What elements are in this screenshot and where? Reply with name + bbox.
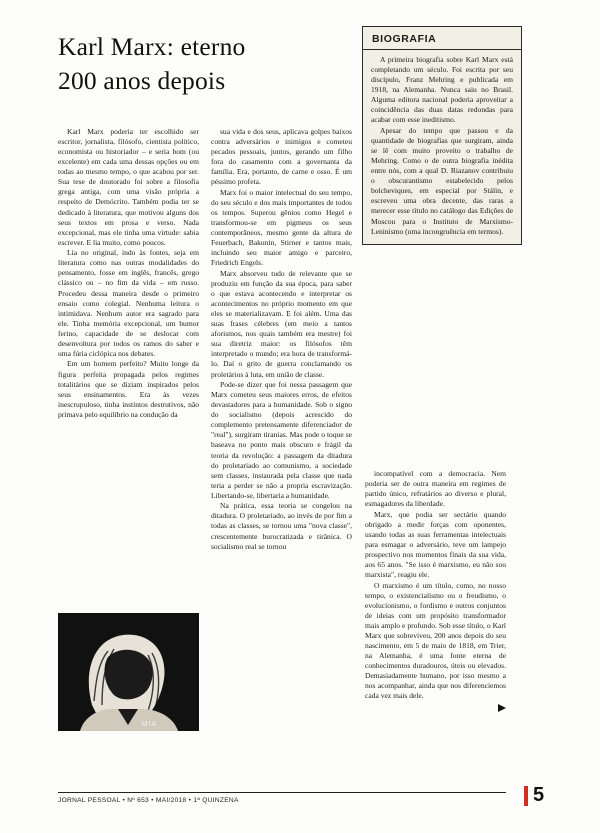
article-paragraph: O marxismo é um título, como, no nosso tempo, o existencialismo ou o freudismo, o evolucionismo, o fordismo e outros conjuntos de ideias com um propósito transformador mais amplo e profundo. Sob esse título, o Karl Marx que sobreviveu, 200 anos depois do seu nascimento, em 5 de maio de 1818, em Trier, na Alemanha, é uma fonte eterna de conhecimentos duradouros, úteis ou elevados. Demasiadamente humano, por isso mesmo a nos acompanhar, ainda que nos diferenciemos cada vez mais dele. bbox=[365, 580, 506, 701]
portrait-svg bbox=[58, 613, 199, 731]
article-paragraph: Marx, que podia ser sectário quando obrigado a medir forças com oponentes, usando todas as suas ferramentas intelectuais para esmagar o adversário, teve um lampejo prospectivo nos momentos finais da sua vida, aos 65 anos. "Se isso é marxismo, eu não sou marxista", reagiu ele. bbox=[365, 509, 506, 580]
article-paragraph: Na prática, essa teoria se congelou na ditadura. O proletariado, ao invés de por fim a todas as classes, se tornou uma "nova classe", crescentemente burocratizada e tirânica. O socialismo real se tornou bbox=[211, 501, 352, 551]
article-paragraph: Marx absorveu tudo de relevante que se produziu em função da sua época, para saber o que estava acontecendo e interpretar os acontecimentos no próprio momento em que eles se materializavam. E foi além. Uma das suas frases célebres (em meio a tantos aforismos, nos quais também era mestre) foi sua diretriz maior: os filósofos têm interpretado o mundo; era hora de transformá-lo. Daí o grito de guerra conclamando os proletários à luta, em união de classe. bbox=[211, 268, 352, 379]
page-title bbox=[58, 30, 398, 97]
headline-line-2: 200 anos depois bbox=[58, 65, 226, 95]
biografia-body bbox=[363, 50, 521, 244]
triangle-end-icon bbox=[498, 704, 506, 712]
footer-divider bbox=[58, 792, 506, 793]
article-column-3 bbox=[365, 469, 506, 713]
article-paragraph: Karl Marx poderia ter escolhido ser escritor, jornalista, filósofo, cientista político, economista ou historiador – e seria bom (ou excelente) em cada uma dessas opções ou em todas ao mesmo tempo, o que acabou por ser. Sua tese de doutorado foi sobre a filosofia grega antiga, com uma visão própria a respeito de Demócrito. Também podia ter se dedicado à literatura, que motivou alguns dos seus textos em prosa e verso. Nada excepcional, mas ele tinha uma virtude: sabia escrever. E lia muito, como poucos. bbox=[58, 127, 199, 247]
footer-credit: JORNAL PESSOAL • Nº 653 • MAI/2018 • 1ª QUINZENA bbox=[58, 797, 239, 804]
biografia-box bbox=[362, 26, 522, 245]
headline-line-1: Karl Marx: eterno bbox=[58, 32, 246, 61]
artist-signature: MIA bbox=[141, 721, 157, 728]
article-paragraph: Pode-se dizer que foi nessa passagem que Marx cometeu seus maiores erros, de efeitos devastadores para a humanidade. Sob o signo do socialismo (depois acrescido do complemento pretensamente diferenciador de "real"), surgiram tiranias. Mas pode o toque se baseava no ponto mais obscuro e frágil da teoria da revolução: a passagem da ditadura do proletariado ao comunismo, a sociedade sem classes, instaurada pela classe que nada teria a perder se não a propria escravização. Libertando-se, libertaria a humanidade. bbox=[211, 380, 352, 500]
biografia-paragraph: A primeira biografia sobre Karl Marx está completando um século. Foi escrita por seu discípulo, Franz Mehring e publicada em 1918, na Alemanha. Nunca saiu no Brasil. Alguma editora nacional poderia aproveitar a coincidência das duas datas redondas para acabar com esse ineditismo. bbox=[371, 55, 513, 125]
article-paragraph: sua vida e dos seus, aplicava golpes baixos contra adversários e inimigos e cometeu pecados pessoais, juntos, gerando um filho fora do casamento com a governanta da família. Era, portanto, de carne e osso. É um péssimo profeta. bbox=[211, 127, 352, 187]
biografia-title: BIOGRAFIA bbox=[372, 33, 437, 45]
article-paragraph: Em um homem perfeito? Muito longe da figura perfeita propagada pelos regimes totalitários que se diziam inspirados pelos seus ensinamentos. Era às vezes inescrupuloso, tinha instintos destrutivos, não primava pelo equilíbrio na condução da bbox=[58, 359, 199, 419]
article-paragraph: incompatível com a democracia. Nem poderia ser de outra maneira em regimes de partido único, refratários ao diverso e plural, esmagadores da liberdade. bbox=[365, 469, 506, 509]
article-paragraph: Lia no original, indo às fontes, seja em literatura como nas outras modalidades do pensamento, fosse em inglês, francês, grego clássico ou – no fim da vida – em russo. Procedeu dessa maneira desde o primeiro ensaio como colegial. Nenhuma leitura o intimidava. Nenhum autor era sagrado para ele. Tinha memória excepcional, um humor ferino, capacidade de se deslocar com desenvoltura por todos os ramos do saber e uma fúria ciclópica nos debates. bbox=[58, 248, 199, 358]
biografia-paragraph: Apesar do tempo que passou e da quantidade de biografias que surgiram, ainda se lê com muito proveito o trabalho de Mehring. Como o de outra biografia inédita entre nós, com a qual D. Riazanov contribuiu o obscurantismo estabelecido pelos bolcheviques, em especial por Stálin, e escreveu uma obra decente, das raras a merecer esse título no catálogo das Edições de Moscou para o Instituto de Marxismo-Leninismo (uma incongruência em termos). bbox=[371, 125, 513, 236]
article-column-2 bbox=[211, 127, 352, 552]
page-number: 5 bbox=[533, 784, 545, 806]
article-paragraph: Marx foi o maior intelectual do seu tempo, do seu século e dos mais importantes de todos os tempos. Superou gênios como Hegel e transformou-se em pigmeus os seus contemporâneos, mesmo gente da altura de Feuerbach, Bakunin, Stirner e tantos mais, incluindo seu maior amigo e parceiro, Friedrich Engels. bbox=[211, 187, 352, 268]
article-column-1 bbox=[58, 127, 199, 420]
page-number-accent-bar bbox=[524, 786, 528, 806]
end-of-article-marker bbox=[365, 702, 506, 712]
karl-marx-portrait-illustration bbox=[58, 613, 199, 731]
